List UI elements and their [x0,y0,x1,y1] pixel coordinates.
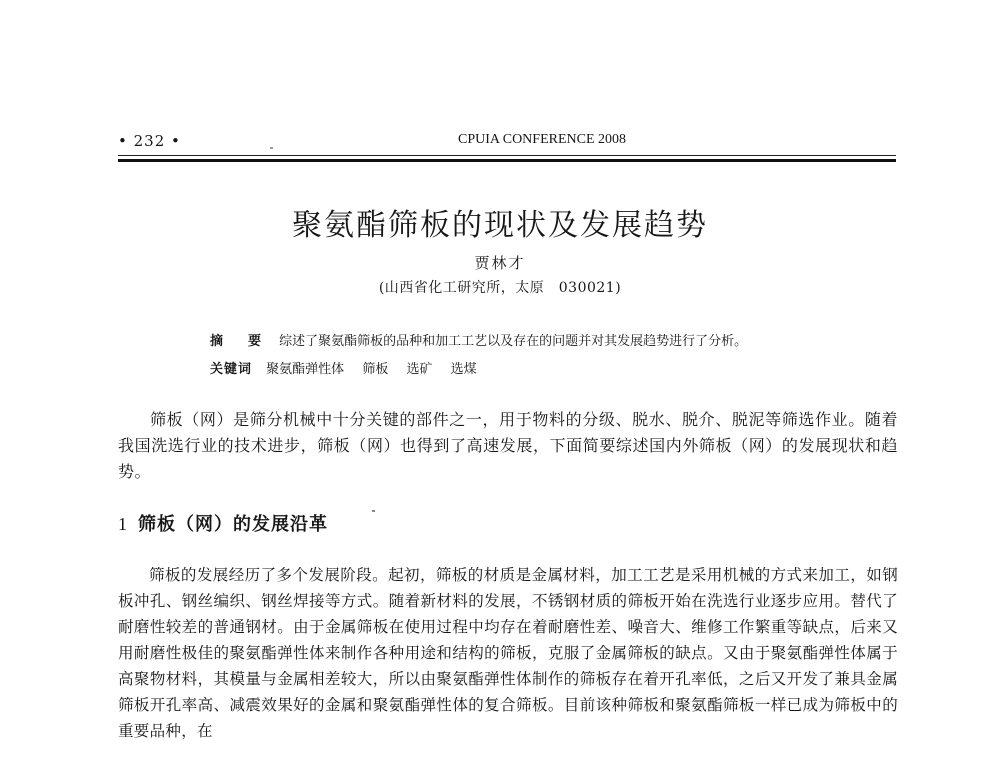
abstract-row [210,330,747,349]
article-title: 聚氨酯筛板的现状及发展趋势 [292,208,708,243]
section-heading [118,510,328,536]
abstract-label: 摘 要 [210,334,268,349]
author-name: 贾林才 [474,254,526,272]
section-title: 筛板（网）的发展沿革 [138,514,328,535]
conference-name: CPUIA CONFERENCE 2008 [458,132,627,147]
keyword: 选矿 [406,362,433,377]
header-rule-thin [118,155,896,156]
running-header [118,128,894,152]
intro-paragraph: 筛板（网）是筛分机械中十分关键的部件之一，用于物料的分级、脱水、脱介、脱泥等筛选作业。随着我国洗选行业的技术进步，筛板（网）也得到了高速发展，下面简要综述国内外筛板（网）的发展现状和趋势。 [118,410,898,481]
abstract-text: 综述了聚氨酯筛板的品种和加工工艺以及存在的问题并对其发展趋势进行了分析。 [279,334,748,349]
section-paragraph: 筛板的发展经历了多个发展阶段。起初，筛板的材质是金属材料，加工工艺是采用机械的方式来加工，如钢板冲孔、钢丝编织、钢丝焊接等方式。随着新材料的发展，不锈钢材质的筛板开始在洗选行业逐步应用。替代了耐磨性较差的普通钢材。由于金属筛板在使用过程中均存在着耐磨性差、噪音大、维修工作繁重等缺点，后来又用耐磨性极佳的聚氨酯弹性体来制作各种用途和结构的筛板，克服了金属筛板的缺点。又由于聚氨酯弹性体属于高聚物材料，其模量与金属相差较大，所以由聚氨酯弹性体制作的筛板存在着开孔率低，之后又开发了兼具金属筛板开孔率高、减震效果好的金属和聚氨酯弹性体的复合筛板。目前该种筛板和聚氨酯筛板一样已成为筛板中的重要品种，在 [118,566,898,740]
keywords-label: 关键词 [210,362,253,377]
keyword: 筛板 [362,362,389,377]
author-affiliation: (山西省化工研究所，太原 030021) [378,280,622,296]
scan-speck [270,147,273,149]
page-number: • 232 • [118,132,181,150]
keyword: 选煤 [450,362,477,377]
scan-speck [372,510,375,512]
keywords-row [210,358,491,377]
header-rule-thick [118,159,896,162]
keyword: 聚氨酯弹性体 [266,362,345,377]
section-number: 1 [118,514,128,534]
